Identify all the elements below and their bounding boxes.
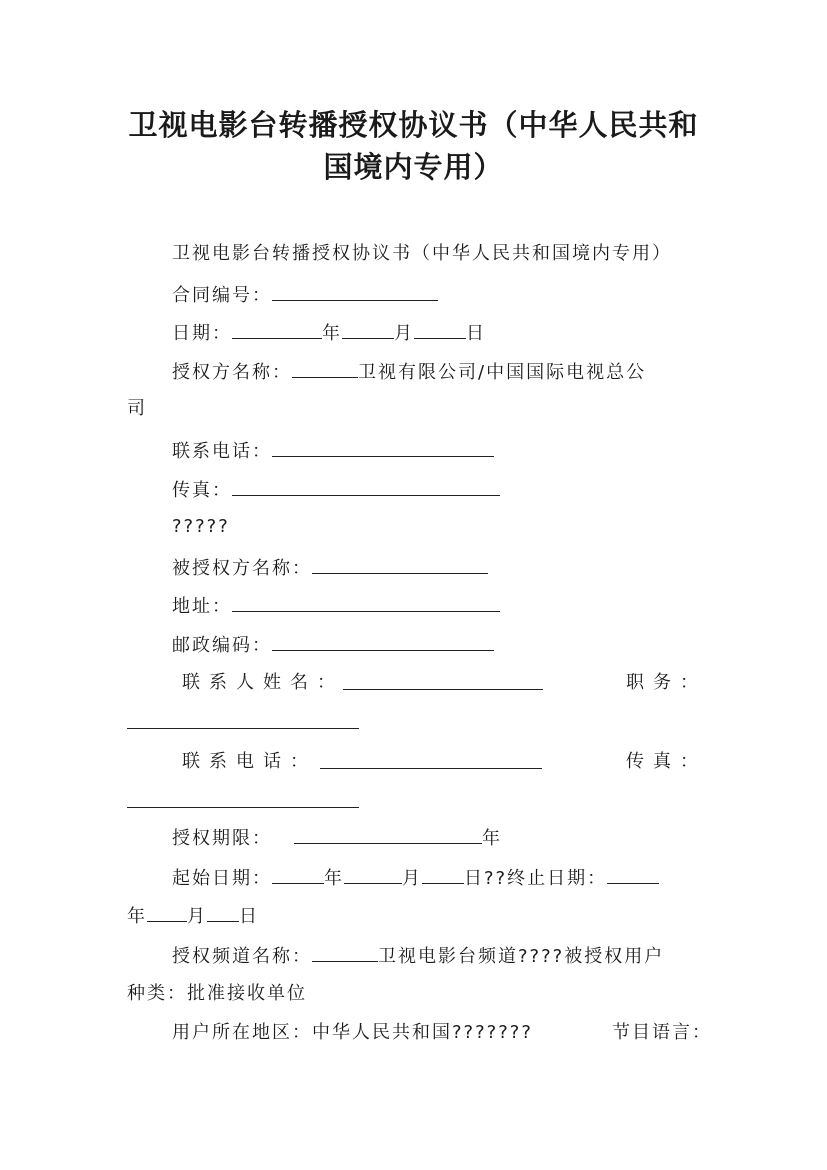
phone-row (172, 439, 494, 463)
licensor-row (172, 360, 646, 384)
start-day-blank (422, 866, 464, 884)
licensee-label: 被授权方名称： (172, 558, 312, 579)
term-unit: 年 (482, 828, 502, 849)
contact-phone-blank-wrap (320, 751, 542, 775)
licensor-label: 授权方名称： (172, 362, 292, 383)
address-row (172, 594, 500, 618)
day-text: 日 (466, 323, 486, 344)
language-label: 节目语言： (612, 1022, 712, 1043)
licensor-name-continued: 司 (127, 398, 147, 419)
contract-number-blank (272, 283, 438, 301)
licensee-row (172, 556, 488, 580)
document-title-line-1: 卫视电影台转播授权协议书（中华人民共和 (128, 108, 699, 142)
end-date-label: 日??终止日期： (464, 868, 608, 889)
date-year-blank (232, 321, 322, 339)
contact-name-label: 联系人姓名： (182, 672, 344, 693)
end-year-text: 年 (127, 906, 147, 927)
fax-label: 传真： (172, 480, 232, 501)
start-date-label: 起始日期： (172, 868, 272, 889)
document-heading: 卫视电影台转播授权协议书（中华人民共和国境内专用） (172, 243, 672, 264)
term-label: 授权期限： (172, 828, 272, 849)
term-row (172, 826, 502, 850)
licensor-name: 卫视有限公司/中国国际电视总公 (358, 362, 647, 383)
position-blank-wrap (127, 711, 359, 735)
contact-phone-blank (320, 751, 542, 769)
start-year-blank (272, 866, 324, 884)
licensee-blank (312, 556, 488, 574)
user-type-line: 种类：批准接收单位 (127, 983, 307, 1004)
phone-label: 联系电话： (172, 441, 272, 462)
channel-name: 卫视电影台频道????被授权用户 (378, 946, 665, 967)
contract-number-label: 合同编号： (172, 285, 272, 306)
end-month-text: 月 (187, 906, 207, 927)
contact-fax-blank (127, 790, 359, 808)
channel-row (172, 944, 664, 968)
fax-blank (232, 478, 500, 496)
contact-name-blank-wrap (343, 672, 543, 696)
start-month-text: 月 (402, 868, 422, 889)
month-text: 月 (394, 323, 414, 344)
start-month-blank (344, 866, 402, 884)
licensor-blank (292, 360, 358, 378)
address-label: 地址： (172, 596, 232, 617)
start-date-row (172, 866, 659, 890)
address-blank (232, 594, 500, 612)
start-year-text: 年 (324, 868, 344, 889)
date-label: 日期： (172, 323, 232, 344)
region-line: 用户所在地区：中华人民共和国??????? (172, 1022, 533, 1043)
unknown-line: ????? (172, 516, 230, 537)
position-blank (127, 711, 359, 729)
date-row (172, 321, 486, 345)
contact-fax-blank-wrap (127, 790, 359, 814)
postal-label: 邮政编码： (172, 635, 272, 656)
channel-blank (312, 944, 378, 962)
end-day-text: 日 (239, 906, 259, 927)
date-month-blank (342, 321, 394, 339)
postal-row (172, 633, 494, 657)
year-text: 年 (322, 323, 342, 344)
postal-blank (272, 633, 494, 651)
document-title-line-2: 国境内专用） (323, 150, 504, 184)
term-blank (294, 826, 482, 844)
end-month-blank (147, 904, 187, 922)
end-year-blank (607, 866, 659, 884)
contact-fax-label: 传真： (626, 751, 707, 772)
contract-number-row (172, 283, 438, 307)
contact-name-blank (343, 672, 543, 690)
contact-phone-label: 联系电话： (182, 751, 317, 772)
end-day-blank (207, 904, 239, 922)
date-day-blank (414, 321, 466, 339)
end-date-cont-row (127, 904, 259, 928)
channel-label: 授权频道名称： (172, 946, 312, 967)
phone-blank (272, 439, 494, 457)
fax-row (172, 478, 500, 502)
position-label: 职务： (626, 672, 707, 693)
